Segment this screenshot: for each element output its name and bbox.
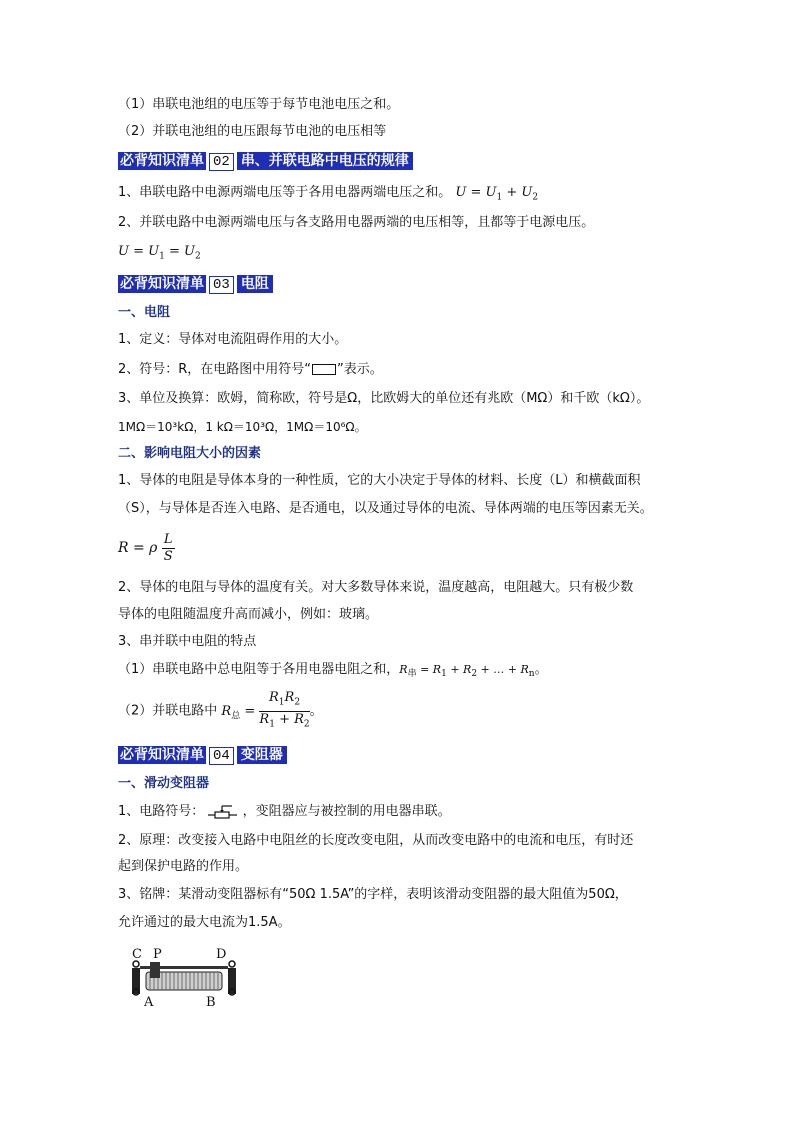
- text-span: 1、电路符号：: [118, 804, 205, 819]
- text-line: （2）并联电池组的电压跟每节电池的电压相等: [118, 124, 387, 139]
- header-tag: 必背知识清单: [120, 747, 204, 763]
- header-number: 04: [209, 747, 234, 765]
- text-line: 3、串并联中电阻的特点: [118, 634, 257, 649]
- rheostat-symbol-icon: [208, 805, 238, 819]
- label-b: B: [206, 995, 216, 1010]
- header-number: 02: [209, 153, 234, 171]
- text-span: 2、符号：R，在电路图中用符号“: [118, 362, 312, 377]
- text-line: [118, 183, 538, 208]
- header-tag: 必背知识清单: [120, 153, 204, 169]
- resistor-symbol-icon: [312, 364, 336, 375]
- formula-parallel-resistance: $R_总$ =: [221, 703, 260, 722]
- formula-parallel-voltage: $U = U_1 = U_2$: [118, 244, 201, 262]
- label-p: P: [153, 947, 162, 962]
- section-header-02: [118, 150, 413, 172]
- subheading: 一、滑动变阻器: [118, 776, 210, 791]
- label-a: A: [144, 995, 154, 1010]
- text-line: 1、定义：导体对电流阻碍作用的大小。: [118, 332, 348, 347]
- text-span: ”表示。: [337, 362, 383, 377]
- header-title: 电阻: [237, 275, 273, 293]
- text-line: 导体的电阻随温度升高而减小，例如：玻璃。: [118, 607, 379, 622]
- text-line: 起到保护电路的作用。: [118, 859, 249, 874]
- text-span: ，变阻器应与被控制的用电器串联。: [242, 804, 451, 819]
- text-line: 3、单位及换算：欧姆，简称欧，符号是Ω，比欧姆大的单位还有兆欧（MΩ）和千欧（kΩ）。: [118, 391, 650, 406]
- label-d: D: [216, 947, 227, 962]
- header-title: 变阻器: [237, 746, 287, 764]
- text-line: 1、导体的电阻是导体本身的一种性质，它的大小决定于导体的材料、长度（L）和横截面积: [118, 473, 641, 488]
- text-line: [118, 690, 323, 737]
- formula-series-resistance: $R_串 = R_1 + R_2$ + … + $R_n$: [399, 663, 535, 680]
- text-span: 。: [534, 662, 548, 677]
- header-title: 串、并联电路中电压的规律: [237, 152, 413, 170]
- formula-series-voltage: $U = U_1 + U_2$: [455, 185, 539, 203]
- section-header-04: [118, 744, 287, 766]
- section-header-03: [118, 273, 273, 295]
- subheading: 一、电阻: [118, 305, 171, 320]
- text-line: 2、并联电路中电源两端电压与各支路用电器两端的电压相等，且都等于电源电压。: [118, 215, 595, 230]
- rheostat-diagram: [126, 942, 242, 1010]
- text-span: （2）并联电路中: [118, 703, 218, 719]
- formula-resistivity: R = ρ $\frac{L}{S}$: [118, 532, 173, 564]
- text-line: 1MΩ＝10³kΩ，1 kΩ＝10³Ω，1MΩ＝10⁶Ω。: [118, 420, 367, 434]
- label-c: C: [132, 947, 142, 962]
- text-span: 1、串联电路中电源两端电压等于各用电器两端电压之和。: [118, 185, 452, 200]
- subheading: 二、影响电阻大小的因素: [118, 446, 262, 461]
- text-line: （S），与导体是否连入电路、是否通电，以及通过导体的电流、导体两端的电压等因素无关。: [118, 501, 653, 516]
- text-span: （1）串联电路中总电阻等于各用电器电阻之和，: [118, 662, 400, 677]
- fraction: $\frac{R_1R_2}{R_1 + R_2}$: [259, 690, 310, 730]
- header-tag: 必背知识清单: [120, 276, 204, 292]
- text-span: 。: [309, 703, 323, 719]
- text-line: [118, 660, 548, 684]
- header-number: 03: [209, 276, 234, 294]
- text-line: [118, 802, 451, 822]
- text-line: 允许通过的最大电流为1.5A。: [118, 915, 291, 930]
- text-line: 3、铭牌：某滑动变阻器标有“50Ω 1.5A”的字样，表明该滑动变阻器的最大阻值为50Ω，: [118, 887, 628, 902]
- text-line: 2、导体的电阻与导体的温度有关。对大多数导体来说，温度越高，电阻越大。只有极少数: [118, 580, 634, 595]
- text-line: （1）串联电池组的电压等于每节电池电压之和。: [118, 97, 400, 112]
- text-line: 2、原理：改变接入电路中电阻丝的长度改变电阻，从而改变电路中的电流和电压，有时还: [118, 833, 634, 848]
- text-line: [118, 360, 383, 380]
